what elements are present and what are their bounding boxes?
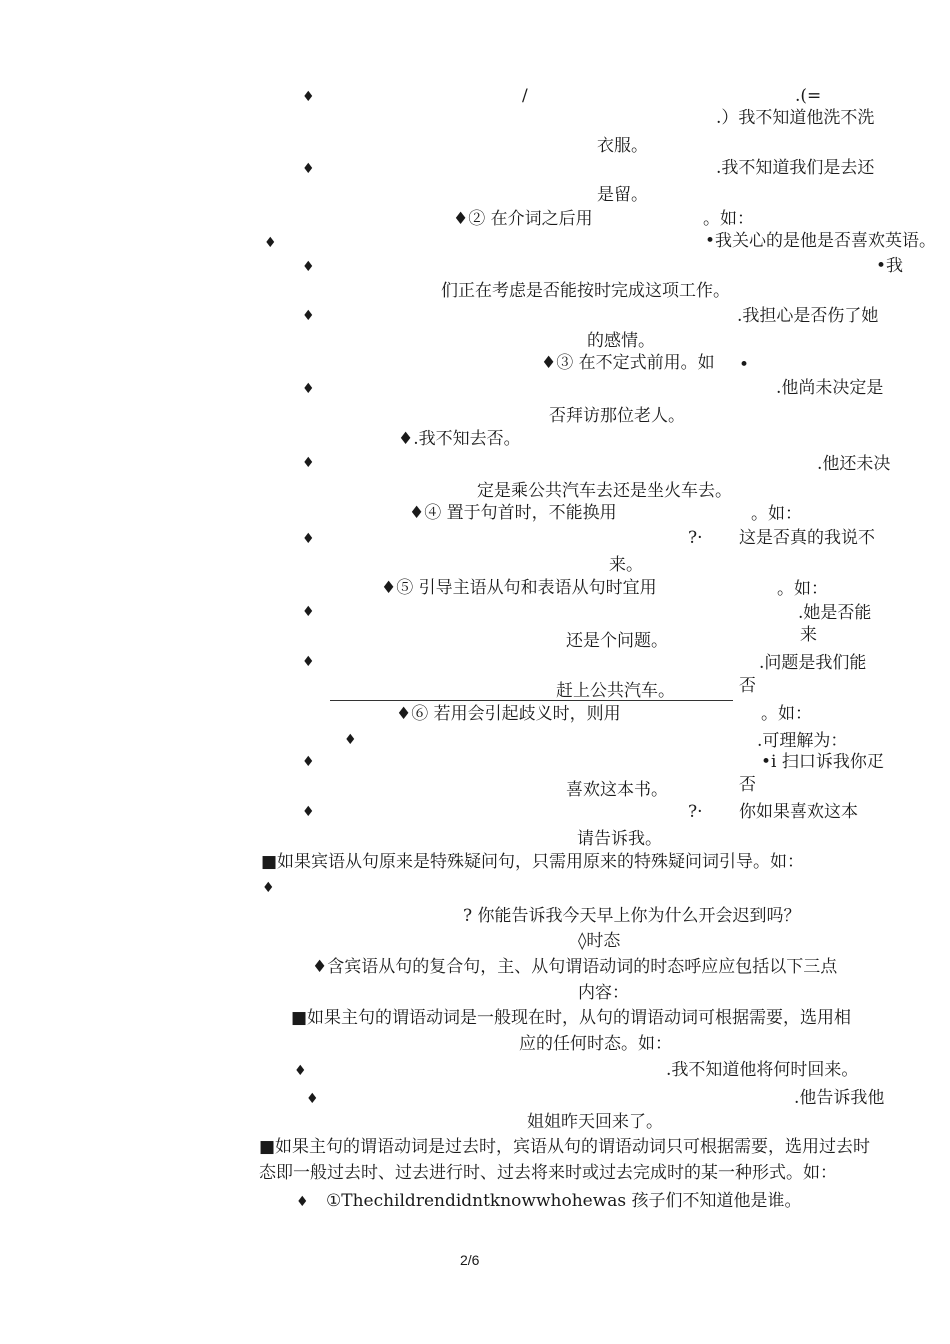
text-line: 否拜访那位老人。 — [549, 406, 685, 426]
text-line: ♦④ 置于句首时，不能换用 — [409, 503, 617, 523]
text-line: .我不知道他将何时回来。 — [666, 1060, 859, 1080]
text-line: 内容： — [578, 983, 629, 1003]
text-line: •我关心的是他是否喜欢英语。 — [705, 231, 937, 251]
bullet-marker: ♦ — [306, 1091, 319, 1107]
text-line: 来 — [800, 625, 817, 645]
text-line: 这是否真的我说不 — [739, 528, 875, 548]
text-line: ♦.我不知去否。 — [398, 429, 521, 449]
text-line: 你如果喜欢这本 — [739, 802, 858, 822]
text-line: .他尚未决定是 — [776, 378, 884, 398]
text-line: / — [522, 86, 528, 106]
text-line: ♦含宾语从句的复合句，主、从句谓语动词的时态呼应应包括以下三点 — [312, 957, 838, 977]
text-line: •我 — [876, 256, 904, 276]
text-line: ♦② 在介词之后用 — [453, 209, 593, 229]
text-line: ■如果宾语从句原来是特殊疑问句，只需用原来的特殊疑问词引导。如： — [261, 852, 805, 872]
text-line: ♦③ 在不定式前用。如 — [541, 353, 715, 373]
text-line: .问题是我们能 — [759, 653, 867, 673]
text-line: 是留。 — [597, 185, 648, 205]
text-line: 喜欢这本书。 — [566, 780, 668, 800]
text-line: ♦⑥ 若用会引起歧义时，则用 — [396, 704, 621, 724]
page-number: 2/6 — [460, 1252, 480, 1268]
bullet-marker: ♦ — [302, 259, 315, 275]
text-line: 来。 — [609, 555, 643, 575]
text-line: .他还未决 — [817, 454, 891, 474]
text-line: 们正在考虑是否能按时完成这项工作。 — [441, 281, 730, 301]
text-line: 。如： — [777, 579, 828, 599]
text-line: ①Thechildrendidntknowwhohewas 孩子们不知道他是谁。 — [326, 1191, 802, 1211]
text-line: 。如： — [703, 209, 754, 229]
bullet-marker: ♦ — [302, 161, 315, 177]
text-line: 赶上公共汽车。 — [556, 681, 675, 701]
bullet-marker: ♦ — [302, 804, 315, 820]
bullet-marker: ♦ — [302, 604, 315, 620]
bullet-marker: ♦ — [262, 880, 275, 896]
text-line: ? 你能告诉我今天早上你为什么开会迟到吗？ — [463, 906, 801, 926]
text-line: 的感情。 — [587, 331, 655, 351]
text-line: .）我不知道他洗不洗 — [716, 108, 875, 128]
text-line: 否 — [739, 676, 756, 696]
text-line: 应的任何时态。如： — [519, 1034, 672, 1054]
text-line: 姐姐昨天回来了。 — [527, 1112, 663, 1132]
text-line: ?· — [688, 528, 703, 548]
text-line: ♦⑤ 引导主语从句和表语从句时宜用 — [381, 578, 657, 598]
bullet-marker: ♦ — [302, 308, 315, 324]
text-line: .可理解为： — [757, 731, 848, 751]
bullet-marker: ♦ — [302, 654, 315, 670]
text-line: •i 扫口诉我你疋 — [761, 752, 884, 772]
text-line: 态即一般过去时、过去进行时、过去将来时或过去完成时的某一种形式。如： — [259, 1163, 837, 1183]
bullet-marker: ♦ — [302, 89, 315, 105]
bullet-marker: ♦ — [294, 1063, 307, 1079]
bullet-marker: ♦ — [296, 1194, 309, 1210]
text-line: .我担心是否伤了她 — [737, 306, 879, 326]
text-line: 请告诉我。 — [577, 829, 662, 849]
bullet-marker: ♦ — [344, 732, 357, 748]
divider — [330, 700, 733, 701]
text-line: .(= — [795, 86, 822, 106]
bullet-marker: ♦ — [264, 235, 277, 251]
text-line: 还是个问题。 — [566, 631, 668, 651]
text-line: .他告诉我他 — [794, 1088, 885, 1108]
bullet-marker: ♦ — [302, 381, 315, 397]
text-line: 。如： — [751, 504, 802, 524]
text-line: .我不知道我们是去还 — [716, 158, 875, 178]
bullet-marker: ♦ — [302, 754, 315, 770]
bullet-marker: ♦ — [302, 455, 315, 471]
text-line: 定是乘公共汽车去还是坐火车去。 — [477, 481, 732, 501]
text-line: 否 — [739, 775, 756, 795]
text-line: ◊时态 — [578, 931, 621, 951]
text-line: ■如果主句的谓语动词是一般现在时，从句的谓语动词可根据需要，选用相 — [291, 1008, 852, 1028]
text-line: ■如果主句的谓语动词是过去时，宾语从句的谓语动词只可根据需要，选用过去时 — [259, 1137, 871, 1157]
text-line: 。如： — [761, 704, 812, 724]
text-line: .她是否能 — [798, 603, 872, 623]
bullet-marker: ♦ — [302, 531, 315, 547]
text-line: ?· — [688, 802, 703, 822]
text-line: 衣服。 — [597, 136, 648, 156]
text-line: • — [739, 355, 750, 375]
